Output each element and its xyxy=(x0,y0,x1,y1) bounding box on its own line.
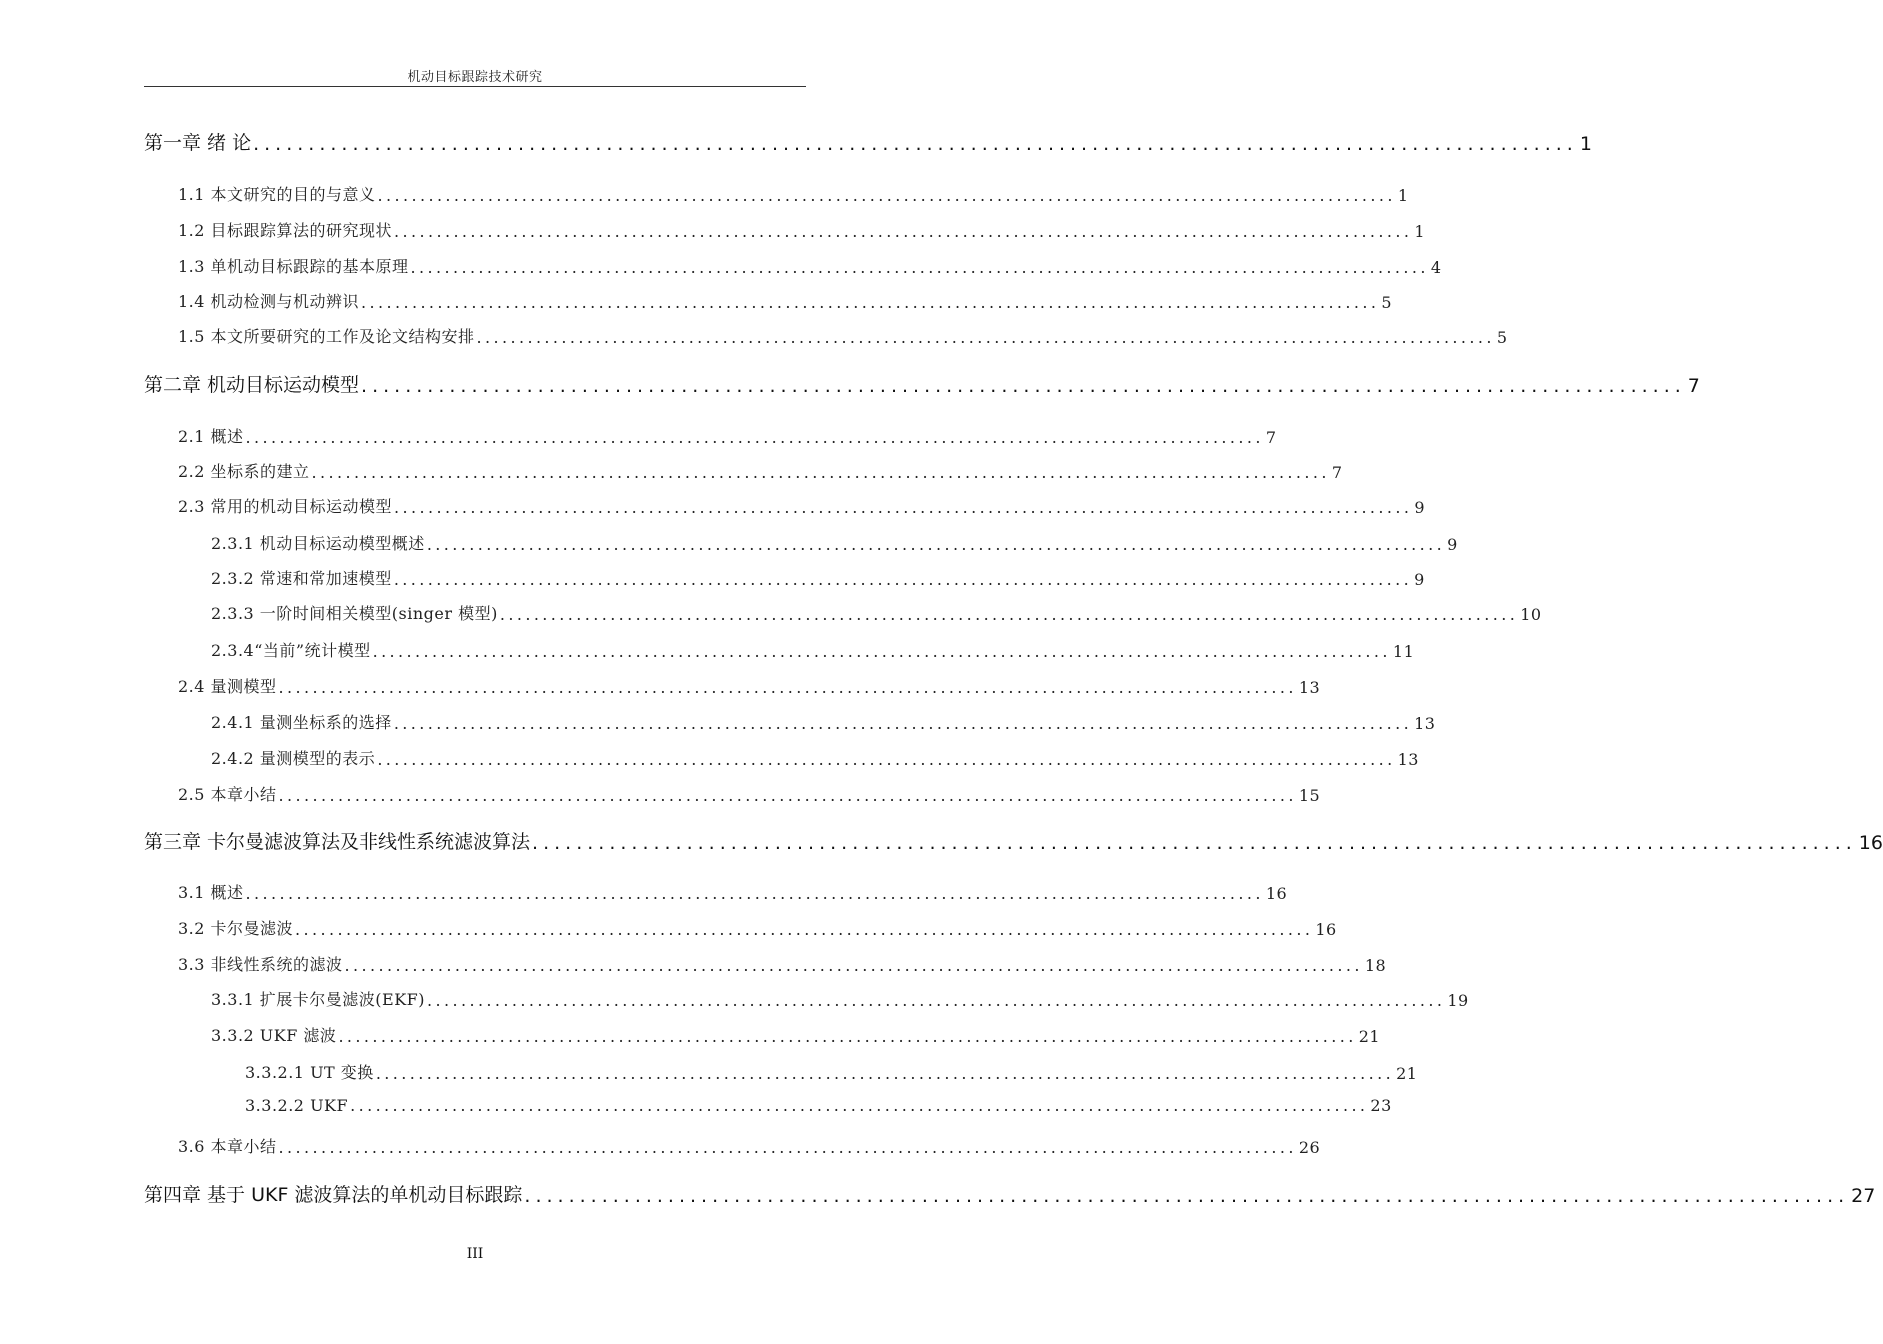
toc-entry-title: 2.3 常用的机动目标运动模型 xyxy=(178,497,393,516)
toc-entry-1-1[interactable] xyxy=(178,182,1409,205)
toc-entry-page: 11 xyxy=(1392,642,1415,661)
toc-entry-title: 3.2 卡尔曼滤波 xyxy=(178,919,294,938)
dot-leader: ........................................................................................................................ xyxy=(245,428,1264,447)
toc-entry-title: 第一章 绪 论 xyxy=(144,132,252,154)
toc-entry-page: 9 xyxy=(1414,498,1426,517)
toc-entry-title: 1.5 本文所要研究的工作及论文结构安排 xyxy=(178,327,475,346)
dot-leader: ........................................................................................................................ xyxy=(278,1138,1297,1157)
dot-leader: ........................................................................................................................ xyxy=(476,328,1495,347)
toc-entry-page: 16 xyxy=(1858,832,1883,854)
toc-entry-title: 1.4 机动检测与机动辨识 xyxy=(178,292,360,311)
toc-entry-page: 16 xyxy=(1315,920,1337,939)
toc-entry-page: 7 xyxy=(1331,463,1343,482)
toc-entry-title: 3.3.1 扩展卡尔曼滤波(EKF) xyxy=(211,990,426,1009)
toc-entry-title: 3.3.2.1 UT 变换 xyxy=(245,1063,374,1082)
toc-entry-1-4[interactable] xyxy=(178,289,1393,312)
toc-entry-3-3[interactable] xyxy=(178,952,1387,975)
toc-entry-page: 13 xyxy=(1397,750,1419,769)
dot-leader: ........................................................................................................................ xyxy=(245,884,1264,903)
dot-leader: ........................................................................................................................ xyxy=(524,1185,1850,1207)
dot-leader: ........................................................................................................................ xyxy=(393,570,1413,589)
dot-leader: ........................................................................................................................ xyxy=(499,605,1519,624)
toc-entry-title: 2.3.2 常速和常加速模型 xyxy=(211,569,392,588)
toc-entry-2-4[interactable] xyxy=(178,674,1321,697)
toc-entry-page: 1 xyxy=(1414,222,1426,241)
toc-entry-title: 2.1 概述 xyxy=(178,427,244,446)
toc-entry-3-6[interactable] xyxy=(178,1134,1321,1157)
toc-entry-3-3-2-1[interactable] xyxy=(245,1060,1418,1083)
toc-entry-2-2[interactable] xyxy=(178,459,1343,482)
toc-entry-page: 1 xyxy=(1579,133,1592,155)
toc-entry-title: 第三章 卡尔曼滤波算法及非线性系统滤波算法 xyxy=(144,831,531,853)
toc-entry-page: 13 xyxy=(1414,714,1436,733)
toc-entry-2-3-2[interactable] xyxy=(211,566,1425,589)
dot-leader: ........................................................................................................................ xyxy=(394,498,1413,517)
toc-entry-2-3[interactable] xyxy=(178,494,1426,517)
dot-leader: ........................................................................................................................ xyxy=(377,186,1396,205)
toc-entry-3-2[interactable] xyxy=(178,916,1337,939)
toc-entry-chapter-4[interactable] xyxy=(144,1180,1876,1207)
toc-entry-title: 2.2 坐标系的建立 xyxy=(178,462,310,481)
dot-leader: ........................................................................................................................ xyxy=(361,293,1380,312)
running-header: 机动目标跟踪技术研究 xyxy=(407,70,543,85)
dot-leader: ........................................................................................................................ xyxy=(338,1027,1357,1046)
dot-leader: ........................................................................................................................ xyxy=(426,535,1446,554)
dot-leader: ........................................................................................................................ xyxy=(377,750,1396,769)
toc-entry-title: 第四章 基于 UKF 滤波算法的单机动目标跟踪 xyxy=(144,1184,523,1206)
toc-entry-title: 2.5 本章小结 xyxy=(178,785,277,804)
toc-entry-page: 26 xyxy=(1298,1138,1321,1157)
toc-entry-title: 3.3 非线性系统的滤波 xyxy=(178,955,343,974)
dot-leader: ........................................................................................................................ xyxy=(375,1064,1395,1083)
dot-leader: ........................................................................................................................ xyxy=(532,832,1857,854)
toc-entry-3-3-2-2[interactable] xyxy=(245,1096,1392,1115)
toc-entry-title: 2.4 量测模型 xyxy=(178,677,277,696)
toc-entry-title: 2.4.1 量测坐标系的选择 xyxy=(211,713,392,732)
dot-leader: ........................................................................................................................ xyxy=(372,642,1391,661)
toc-entry-chapter-3[interactable] xyxy=(144,827,1883,854)
dot-leader: ........................................................................................................................ xyxy=(427,991,1446,1010)
toc-entry-title: 1.3 单机动目标跟踪的基本原理 xyxy=(178,257,409,276)
toc-entry-1-2[interactable] xyxy=(178,218,1426,241)
toc-entry-page: 13 xyxy=(1298,678,1321,697)
toc-entry-page: 18 xyxy=(1364,956,1387,975)
toc-entry-title: 2.3.1 机动目标运动模型概述 xyxy=(211,534,425,553)
toc-entry-title: 3.6 本章小结 xyxy=(178,1137,277,1156)
page-number: III xyxy=(466,1246,484,1262)
toc-entry-page: 9 xyxy=(1447,535,1458,554)
toc-entry-2-3-4[interactable] xyxy=(211,638,1415,661)
toc-entry-page: 9 xyxy=(1414,570,1425,589)
toc-entry-title: 1.2 目标跟踪算法的研究现状 xyxy=(178,221,393,240)
dot-leader: ........................................................................................................................ xyxy=(410,258,1429,277)
dot-leader: ........................................................................................................................ xyxy=(253,133,1578,155)
toc-entry-page: 16 xyxy=(1265,884,1288,903)
toc-entry-chapter-1[interactable] xyxy=(144,128,1592,155)
toc-entry-page: 15 xyxy=(1298,786,1321,805)
toc-entry-page: 5 xyxy=(1496,328,1508,347)
toc-entry-title: 2.4.2 量测模型的表示 xyxy=(211,749,376,768)
dot-leader: ........................................................................................................................ xyxy=(394,222,1413,241)
toc-entry-2-3-1[interactable] xyxy=(211,531,1458,554)
toc-entry-1-5[interactable] xyxy=(178,324,1508,347)
toc-entry-page: 27 xyxy=(1851,1185,1876,1207)
toc-entry-3-3-1[interactable] xyxy=(211,987,1469,1010)
toc-entry-title: 2.3.4“当前”统计模型 xyxy=(211,641,371,660)
toc-entry-page: 21 xyxy=(1358,1027,1381,1046)
toc-entry-page: 21 xyxy=(1396,1064,1418,1083)
toc-entry-title: 1.1 本文研究的目的与意义 xyxy=(178,185,376,204)
dot-leader: ........................................................................................................................ xyxy=(295,920,1314,939)
toc-entry-title: 3.3.2 UKF 滤波 xyxy=(211,1026,337,1045)
toc-entry-title: 3.3.2.2 UKF xyxy=(245,1096,349,1115)
toc-entry-page: 7 xyxy=(1265,428,1277,447)
toc-entry-page: 5 xyxy=(1381,293,1393,312)
toc-entry-page: 10 xyxy=(1520,605,1542,624)
dot-leader: ........................................................................................................................ xyxy=(278,678,1297,697)
toc-entry-page: 19 xyxy=(1447,991,1469,1010)
toc-entry-page: 1 xyxy=(1397,186,1409,205)
toc-entry-2-5[interactable] xyxy=(178,782,1321,805)
dot-leader: ........................................................................................................................ xyxy=(278,786,1297,805)
toc-entry-1-3[interactable] xyxy=(178,254,1442,277)
toc-entry-page: 7 xyxy=(1687,375,1700,397)
dot-leader: ........................................................................................................................ xyxy=(311,463,1330,482)
toc-entry-2-1[interactable] xyxy=(178,424,1277,447)
toc-entry-chapter-2[interactable] xyxy=(144,370,1700,397)
toc-entry-2-4-2[interactable] xyxy=(211,746,1419,769)
toc-entry-2-4-1[interactable] xyxy=(211,710,1436,733)
dot-leader: ........................................................................................................................ xyxy=(344,956,1363,975)
dot-leader: ........................................................................................................................ xyxy=(361,375,1686,397)
toc-entry-3-1[interactable] xyxy=(178,880,1288,903)
toc-entry-title: 2.3.3 一阶时间相关模型(singer 模型) xyxy=(211,604,498,623)
toc-entry-title: 第二章 机动目标运动模型 xyxy=(144,374,360,396)
dot-leader: ........................................................................................................................ xyxy=(350,1096,1369,1115)
toc-entry-3-3-2[interactable] xyxy=(211,1023,1381,1046)
toc-entry-title: 3.1 概述 xyxy=(178,883,244,902)
dot-leader: ........................................................................................................................ xyxy=(393,714,1413,733)
toc-entry-page: 23 xyxy=(1370,1096,1392,1115)
toc-entry-2-3-3[interactable] xyxy=(211,601,1542,624)
toc-entry-page: 4 xyxy=(1430,258,1442,277)
